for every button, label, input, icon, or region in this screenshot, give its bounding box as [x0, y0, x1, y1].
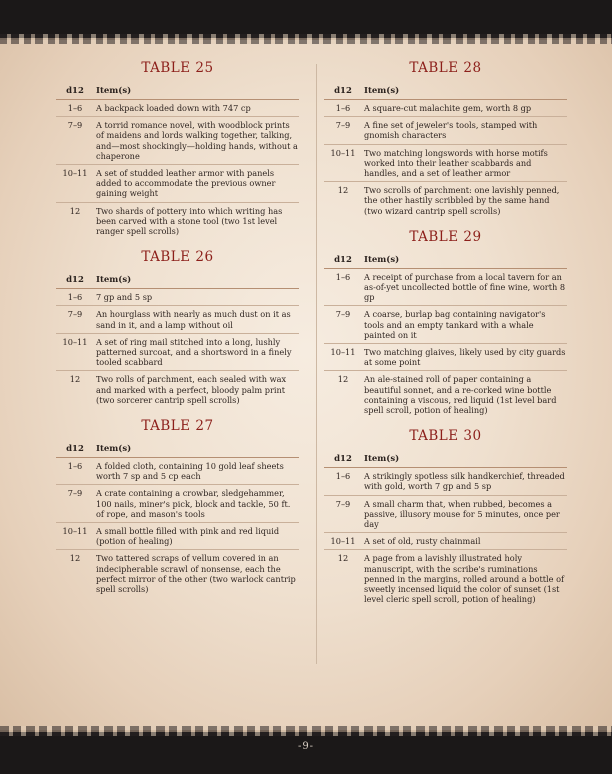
table-row — [324, 100, 567, 117]
roll-cell: 1–6 — [335, 471, 351, 482]
roll-cell: 1–6 — [335, 271, 351, 282]
table-row — [324, 269, 567, 307]
roll-cell: 12 — [69, 553, 81, 564]
table-header — [324, 251, 567, 269]
table-row — [324, 533, 567, 550]
roll-cell: 12 — [337, 185, 349, 196]
column-divider — [316, 64, 317, 664]
table-title: TABLE 28 — [409, 60, 482, 76]
item-cell: Two shards of pottery into which writing has been carved with a stone tool (two 1st level ranger spell scrolls) — [96, 205, 283, 237]
roll-cell: 1–6 — [67, 103, 83, 113]
table-row — [324, 306, 567, 344]
item-cell: A coarse, burlap bag containing navigator's tools and an empty tankard with a whale painted on it — [364, 309, 546, 340]
items-column-header: Item(s) — [96, 86, 132, 96]
roll-cell: 10–11 — [330, 536, 356, 547]
table-title: TABLE 26 — [141, 249, 214, 266]
roll-cell: 7–9 — [67, 309, 83, 320]
die-column-header: d12 — [334, 254, 352, 265]
die-column-header: d12 — [334, 86, 352, 96]
table-row — [56, 371, 299, 408]
table-row — [56, 117, 299, 165]
left-column — [56, 60, 299, 607]
item-cell: A torrid romance novel, with woodblock prints of maidens and lords walking together, talking, and—most shockingly—holding hands, without a chaperone — [96, 120, 298, 161]
item-cell: Two scrolls of parchment: one lavishly penned, the other hastily scribbled by the same hand (two wizard cantrip spell scrolls) — [364, 185, 560, 216]
table-row — [56, 550, 299, 597]
die-column-header: d12 — [66, 86, 84, 96]
item-cell: A small bottle filled with pink and red liquid (potion of healing) — [96, 526, 280, 547]
loot-table — [324, 428, 567, 607]
item-cell: Two matching longswords with horse motifs worked into their leather scabbards and handles, and a set of leather armor — [364, 147, 548, 179]
table-row — [56, 100, 299, 117]
item-cell: Two matching glaives, likely used by city guards at some point — [364, 347, 566, 368]
table-row — [324, 468, 567, 495]
items-column-header: Item(s) — [96, 275, 132, 286]
table-row — [324, 550, 567, 607]
table-header — [56, 271, 299, 289]
items-column-header: Item(s) — [96, 444, 132, 455]
table-header — [56, 82, 299, 100]
table-header — [324, 450, 567, 468]
table-row — [56, 289, 299, 306]
roll-cell: 7–9 — [67, 120, 83, 131]
table-header — [324, 82, 567, 100]
table-title: TABLE 25 — [141, 60, 214, 76]
table-row — [56, 306, 299, 333]
roll-cell: 10–11 — [62, 168, 88, 179]
table-header — [56, 440, 299, 458]
item-cell: A set of ring mail stitched into a long, lushly patterned surcoat, and a shortsword in a finely tooled scabbard — [96, 336, 292, 368]
table-row — [56, 203, 299, 240]
roll-cell: 1–6 — [335, 103, 351, 113]
table-row — [56, 165, 299, 203]
item-cell: A set of old, rusty chainmail — [364, 536, 481, 547]
item-cell: An hourglass with nearly as much dust on it as sand in it, and a lamp without oil — [96, 309, 291, 330]
right-column — [324, 60, 567, 618]
item-cell: A square-cut malachite gem, worth 8 gp — [364, 103, 532, 113]
roll-cell: 7–9 — [335, 498, 351, 509]
item-cell: A fine set of jeweler's tools, stamped with gnomish characters — [364, 120, 538, 141]
loot-table — [324, 229, 567, 418]
item-cell: An ale-stained roll of paper containing a beautiful sonnet, and a re-corked wine bottle containing a viscous, red liquid (1st level bard spell scroll, potion of healing) — [364, 374, 557, 416]
roll-cell: 10–11 — [62, 336, 88, 347]
items-column-header: Item(s) — [364, 454, 400, 465]
roll-cell: 12 — [69, 205, 81, 216]
roll-cell: 7–9 — [335, 120, 351, 131]
roll-cell: 12 — [69, 374, 81, 385]
table-row — [56, 458, 299, 485]
item-cell: A folded cloth, containing 10 gold leaf sheets worth 7 sp and 5 cp each — [96, 461, 284, 482]
loot-table — [56, 418, 299, 597]
roll-cell: 1–6 — [67, 292, 83, 303]
table-title: TABLE 30 — [409, 428, 482, 445]
item-cell: A receipt of purchase from a local tavern for an as-of-yet uncollected bottle of fine wine, worth 8 gp — [364, 271, 566, 303]
table-row — [324, 344, 567, 371]
table-row — [324, 117, 567, 144]
item-cell: Two rolls of parchment, each sealed with wax and marked with a perfect, bloody palm print (two sorcerer cantrip spell scrolls) — [96, 374, 287, 405]
roll-cell: 10–11 — [330, 147, 356, 158]
item-cell: A set of studded leather armor with panels added to accommodate the previous owner gaining weight — [96, 168, 276, 199]
page-number: -9- — [297, 741, 315, 752]
roll-cell: 10–11 — [62, 526, 88, 537]
table-row — [56, 334, 299, 372]
loot-table — [324, 60, 567, 219]
item-cell: A backpack loaded down with 747 cp — [96, 103, 251, 113]
table-title: TABLE 29 — [409, 228, 482, 245]
table-row — [324, 182, 567, 219]
item-cell: Two tattered scraps of vellum covered in an indecipherable scrawl of nonsense, each the perfect mirror of the other (two warlock cantrip spell scrolls) — [96, 553, 296, 595]
table-row — [324, 145, 567, 183]
roll-cell: 7–9 — [335, 309, 351, 320]
table-row — [324, 371, 567, 418]
roll-cell: 12 — [337, 374, 349, 385]
die-column-header: d12 — [66, 444, 84, 455]
roll-cell: 12 — [337, 553, 349, 564]
items-column-header: Item(s) — [364, 86, 400, 96]
loot-table — [56, 60, 299, 239]
item-cell: A page from a lavishly illustrated holy manuscript, with the scribe's ruminations penned in the margins, rolled around a bottle of sweetly incensed liquid the color of sunset (1st level cleric spell scroll, potion of healing) — [364, 553, 565, 605]
table-row — [56, 485, 299, 523]
roll-cell: 10–11 — [330, 347, 356, 358]
table-row — [324, 496, 567, 534]
item-cell: A small charm that, when rubbed, becomes a passive, illusory mouse for 5 minutes, once per day — [364, 498, 560, 530]
roll-cell: 7–9 — [67, 488, 83, 499]
item-cell: A crate containing a crowbar, sledgehammer, 100 nails, miner's pick, block and tackle, 50 ft. of rope, and mason's tools — [96, 488, 291, 519]
roll-cell: 1–6 — [67, 461, 83, 472]
die-column-header: d12 — [66, 275, 84, 286]
table-row — [56, 523, 299, 550]
items-column-header: Item(s) — [364, 254, 400, 265]
item-cell: 7 gp and 5 sp — [96, 292, 153, 303]
loot-table — [56, 249, 299, 408]
die-column-header: d12 — [334, 454, 352, 465]
item-cell: A strikingly spotless silk handkerchief, threaded with gold, worth 7 gp and 5 sp — [364, 471, 565, 492]
table-title: TABLE 27 — [141, 418, 214, 435]
